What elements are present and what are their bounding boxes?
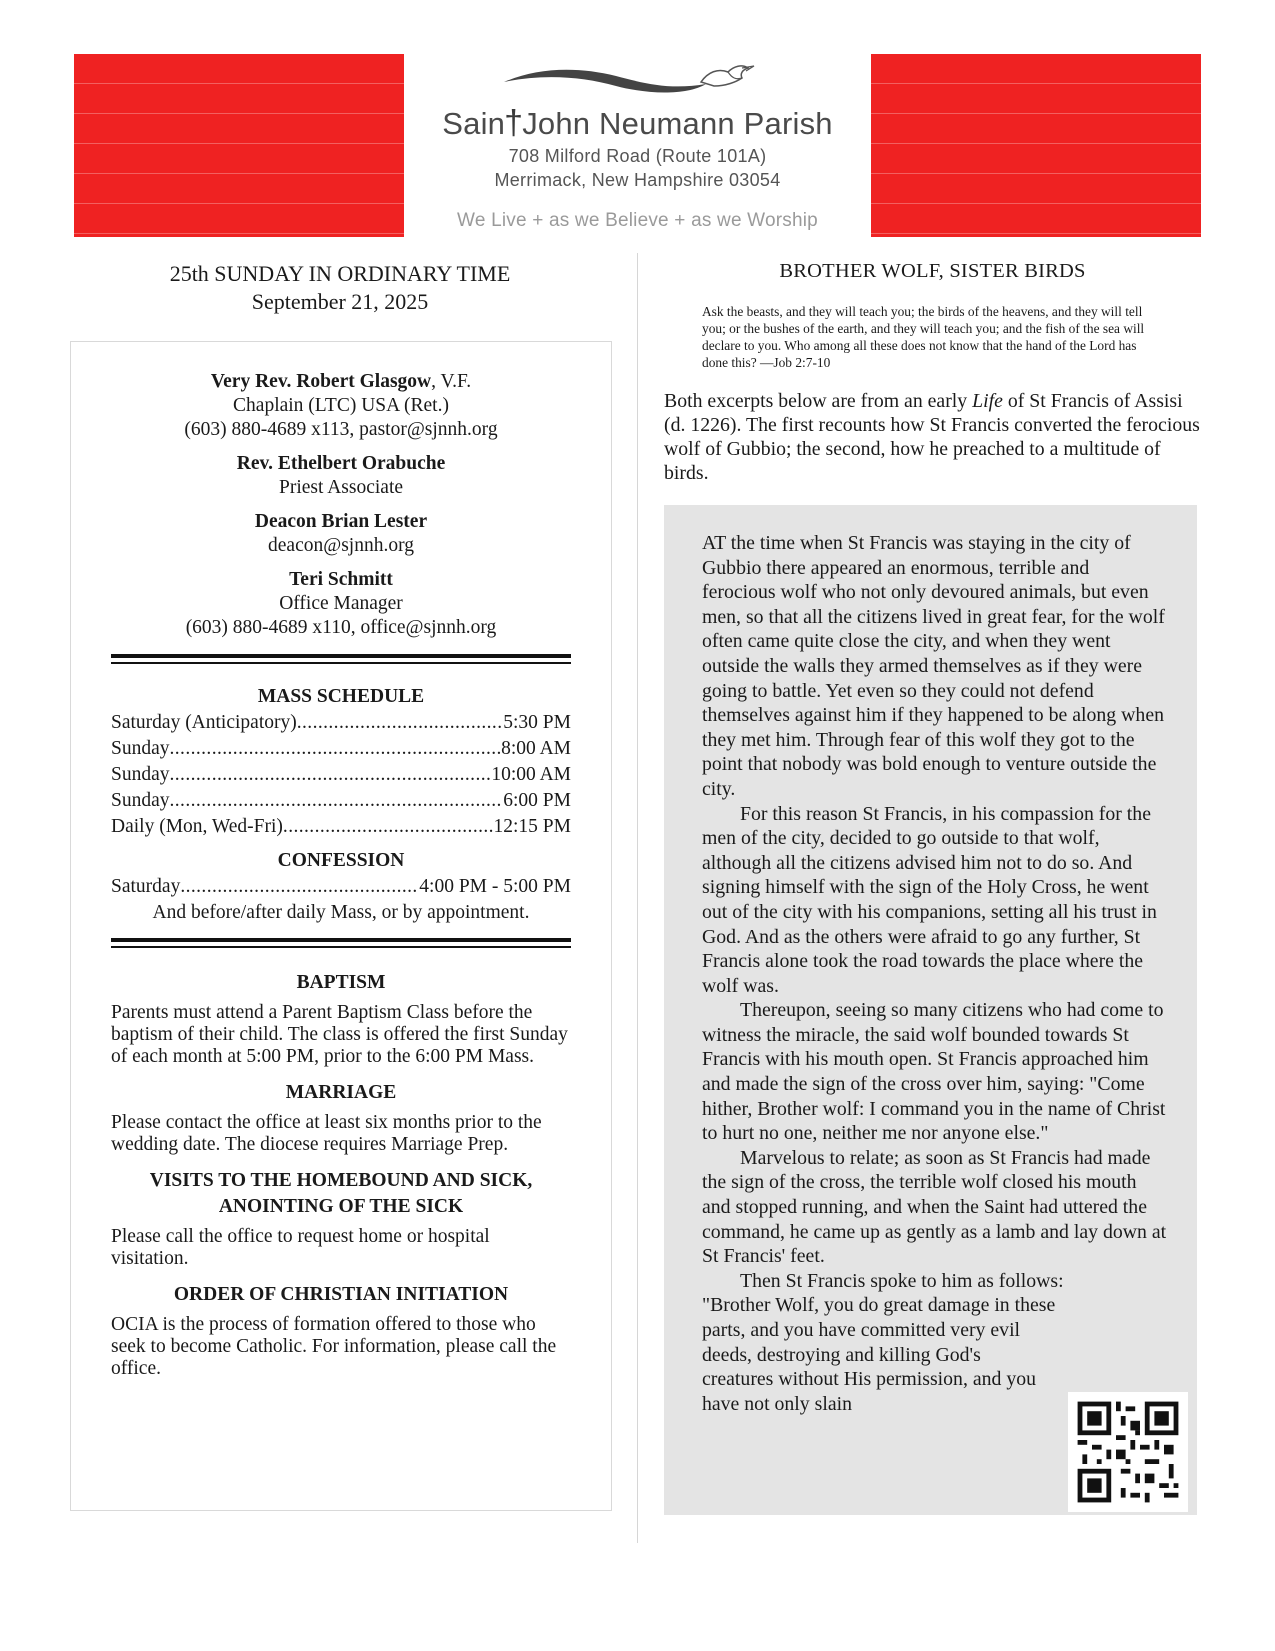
bulletin-date: September 21, 2025 [251, 289, 429, 314]
staff-entry: Deacon Brian Lester deacon@sjnnh.org [254, 511, 428, 556]
story-paragraph: Thereupon, seeing so many citizens who had come to witness the miracle, the said wolf bounded towards St Francis with his mouth open. St Francis approached him and made the sign of the cross over him, saying: "Come hither, Brother wolf: I command you in the name of Christ to hurt no one, neither me nor anyone else." [702, 999, 1166, 1145]
baptism-text: Parents must attend a Parent Baptism Class before the baptism of their child. The class is offered the first Sunday of each month at 5:00 PM, prior to the 6:00 PM Mass. [111, 1002, 568, 1067]
ocia-text: OCIA is the process of formation offered to those who seek to become Catholic. For information, please call the office. [111, 1314, 557, 1379]
address-line-2: Merrimack, New Hampshire 03054 [494, 170, 781, 190]
staff-entry: Rev. Ethelbert Orabuche Priest Associate [236, 453, 446, 498]
schedule-row: Daily (Mon, Wed-Fri) ..... 12:15 PM [111, 814, 571, 840]
baptism-title: BAPTISM [296, 972, 386, 993]
parish-info-content [111, 370, 571, 1380]
banner-red-right [871, 54, 1201, 237]
mass-schedule-list [111, 710, 571, 840]
address-line-1: 708 Milford Road (Route 101A) [508, 146, 767, 166]
dove-swoosh-icon [496, 60, 776, 110]
visits-text: Please call the office to request home or hospital visitation. [111, 1226, 490, 1269]
confession-title: CONFESSION [277, 850, 405, 871]
double-rule [111, 938, 571, 948]
story-paragraph: Marvelous to relate; as soon as St Francis had made the sign of the cross, the terrible wolf closed his mouth and stopped running, and when the Saint had uttered the command, he came up as gently as a lamb and lay down at St Francis' feet. [702, 1146, 1167, 1268]
story-panel [664, 505, 1197, 1515]
column-divider [637, 253, 638, 1543]
banner-red-left [74, 54, 404, 237]
confession-note: And before/after daily Mass, or by appointment. [152, 902, 530, 923]
marriage-text: Please contact the office at least six months prior to the wedding date. The diocese requires Marriage Prep. [111, 1112, 542, 1155]
parish-name: Sain†John Neumann Parish [442, 104, 833, 142]
marriage-title: MARRIAGE [285, 1082, 397, 1103]
story-paragraph: "Brother Wolf, you do great damage in these parts, and you have committed very evil deeds, destroying and killing God's creatures without His permission, and you have not only slain [702, 1294, 1056, 1415]
story-paragraph: Then St Francis spoke to him as follows: [740, 1269, 1064, 1292]
scripture-epigraph: Ask the beasts, and they will teach you; the birds of the heavens, and they will tell you; or the bushes of the earth, and they will teach you; and the fish of the sea will declare to you. Who among all these does not know that the hand of the Lord has done this? —Job 2:7-10 [702, 304, 1145, 370]
staff-entry: Teri Schmitt Office Manager (603) 880-4689 x110, office@sjnnh.org [185, 569, 497, 638]
parish-motto: We Live + as we Believe + as we Worship [457, 210, 818, 231]
visits-title-line-2: ANOINTING OF THE SICK [218, 1196, 464, 1217]
bulletin-date-heading [70, 260, 610, 316]
parish-logo [404, 54, 871, 237]
double-rule [111, 654, 571, 664]
qr-code-icon [1068, 1392, 1188, 1512]
header-banner [74, 54, 1201, 237]
qr-code[interactable] [1068, 1392, 1188, 1512]
staff-entry: Very Rev. Robert Glasgow, V.F. Chaplain (LTC) USA (Ret.) (603) 880-4689 x113, pastor@sjnnh.org [184, 371, 498, 440]
parish-info-box [70, 341, 612, 1511]
schedule-row: Sunday ..... 6:00 PM [111, 788, 571, 814]
article-intro: Both excerpts below are from an early Life of St Francis of Assisi (d. 1226). The first recounts how St Francis converted the ferocious wolf of Gubbio; the second, how he preached to a multitude of birds. [664, 390, 1200, 484]
story-paragraph: AT the time when St Francis was staying in the city of Gubbio there appeared an enormous, terrible and ferocious wolf who not only devoured animals, but even men, so that all the citizens lived in great fear, for the wolf often came quite close the city, and when they went outside the walls they armed themselves as if they were going to battle. Yet even so they could not defend themselves against him if they happened to be along when they met him. Through fear of this wolf they got to the point that nobody was bold enough to venture outside the city. [702, 532, 1165, 800]
story-paragraph: For this reason St Francis, in his compassion for the men of the city, decided to go outside to that wolf, although all the citizens advised him not to do so. And signing himself with the sign of the Holy Cross, he went out of the city with his companions, setting all his trust in God. And as the others were afraid to go any further, St Francis alone took the road towards the place where the wolf was. [702, 802, 1157, 997]
article-title: BROTHER WOLF, SISTER BIRDS [779, 260, 1086, 282]
schedule-row: Saturday (Anticipatory) ..... 5:30 PM [111, 710, 571, 736]
visits-title-line-1: VISITS TO THE HOMEBOUND AND SICK, [149, 1170, 533, 1191]
story-text [702, 531, 1167, 1416]
liturgical-day: 25th SUNDAY IN ORDINARY TIME [169, 261, 511, 286]
cross-icon: † [504, 104, 524, 142]
ocia-title: ORDER OF CHRISTIAN INITIATION [173, 1284, 509, 1305]
confession-row: Saturday ..... 4:00 PM - 5:00 PM [111, 874, 571, 900]
schedule-row: Sunday ..... 10:00 AM [111, 762, 571, 788]
mass-schedule-title: MASS SCHEDULE [257, 686, 425, 707]
schedule-row: Sunday ..... 8:00 AM [111, 736, 571, 762]
